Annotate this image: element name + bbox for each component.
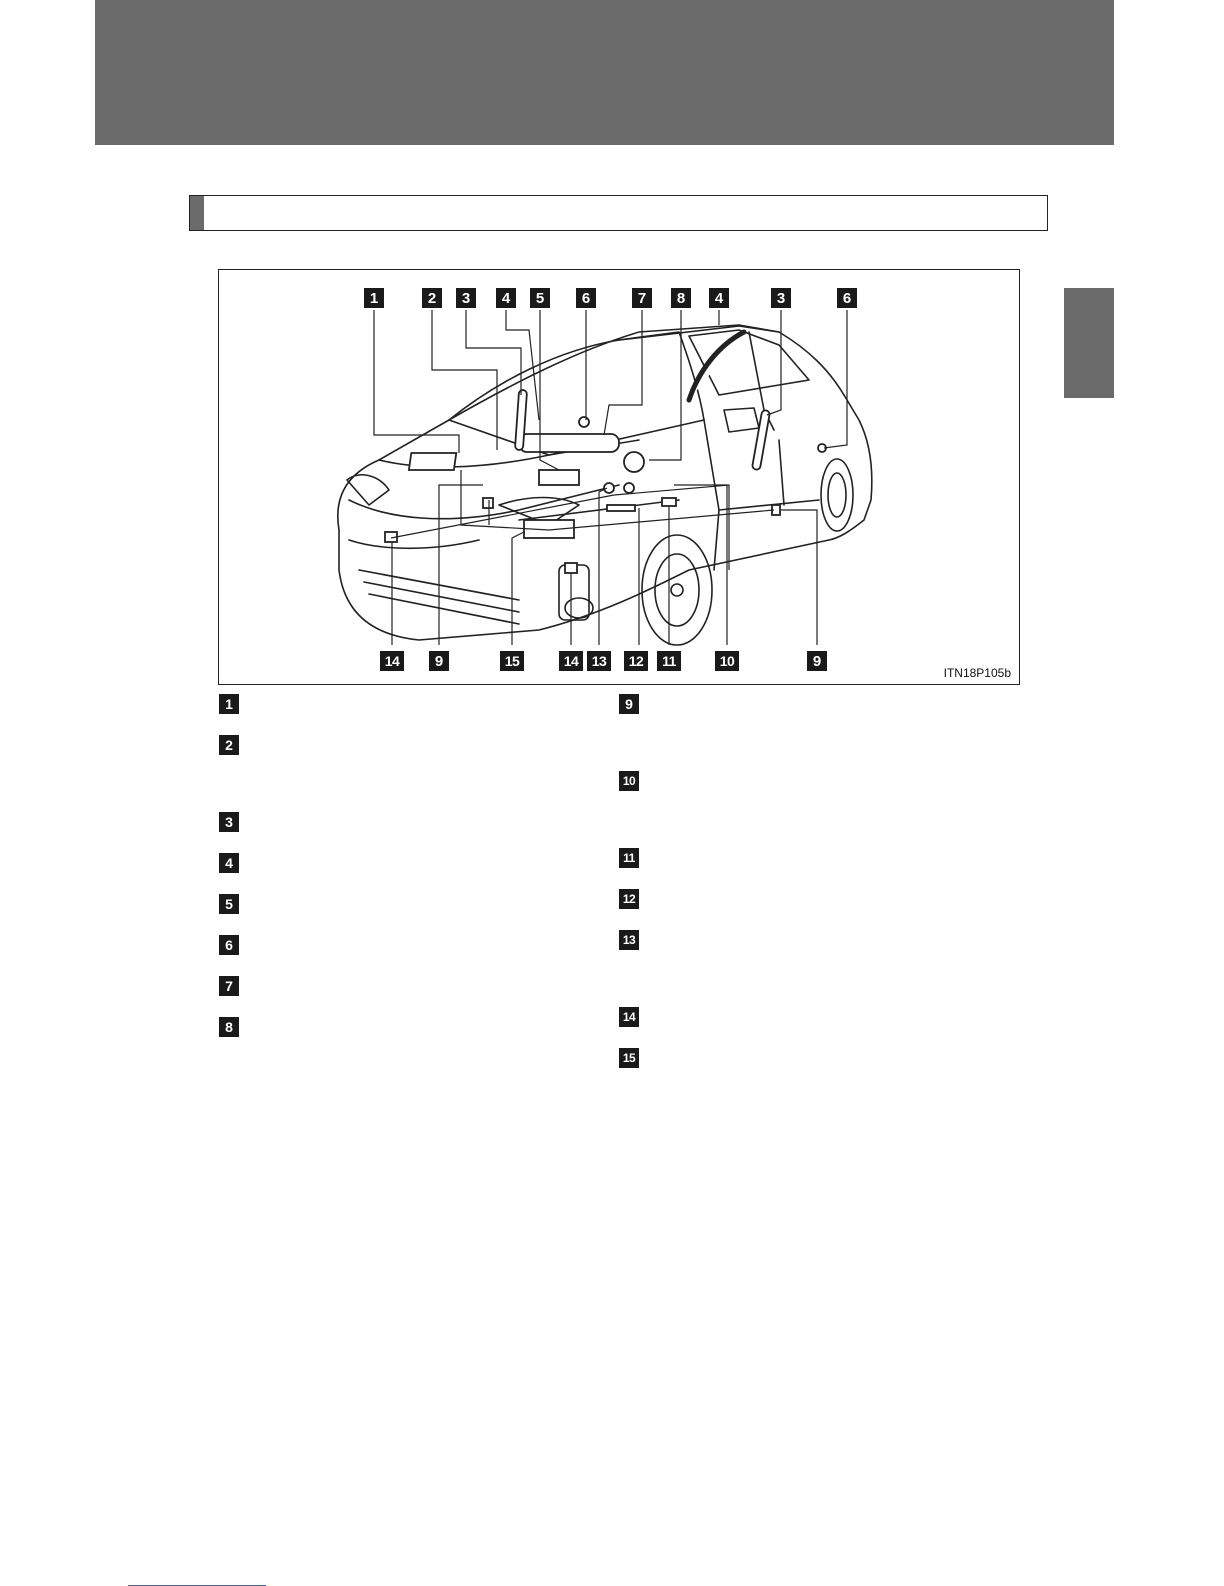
callout-bottom-9b: 9 [807,651,827,671]
seat-sensor-top [539,470,579,485]
rear-wheel [821,459,853,531]
curtain-airbag-rear [752,410,770,470]
legend-badge-5: 5 [219,894,239,914]
figure-code: ITN18P105b [943,666,1011,680]
callout-bottom-14: 14 [380,651,404,671]
section-title-bar [189,195,1048,231]
legend-badge-13: 13 [619,930,639,950]
legend-badge-8: 8 [219,1017,239,1037]
callout-top-7: 7 [632,288,652,308]
legend-badge-14: 14 [619,1007,639,1027]
legend-badge-4: 4 [219,853,239,873]
callout-top-4: 4 [496,288,516,308]
sensor-a [483,498,493,508]
airbag-location-diagram [218,269,1020,685]
headlight-left [347,475,389,505]
legend-badge-12: 12 [619,889,639,909]
side-mirror [724,408,759,432]
legend-badge-2: 2 [219,735,239,755]
sensor-g [624,483,634,493]
car-illustration [219,270,1019,684]
legend-badge-11: 11 [619,848,639,868]
sensor-i [579,417,589,427]
callout-bottom-10: 10 [715,651,739,671]
callout-top-6: 6 [576,288,596,308]
callout-bottom-14b: 14 [559,651,583,671]
sensor-c [565,563,577,573]
legend-badge-1: 1 [219,694,239,714]
callout-top-6b: 6 [837,288,857,308]
callout-bottom-15: 15 [500,651,524,671]
legend-badge-3: 3 [219,812,239,832]
legend-badge-7: 7 [219,976,239,996]
callout-top-3b: 3 [771,288,791,308]
callout-bottom-13: 13 [587,651,611,671]
sensor-d [662,498,676,506]
callout-top-4b: 4 [709,288,729,308]
front-wheel [642,535,712,645]
callout-top-1: 1 [364,288,384,308]
legend-badge-10: 10 [619,771,639,791]
legend-badge-9: 9 [619,694,639,714]
passenger-airbag-module [519,434,619,452]
steering-airbag [624,452,644,472]
callout-bottom-11: 11 [657,651,681,671]
chapter-side-tab [1064,288,1114,398]
callout-bottom-12: 12 [624,651,648,671]
legend-badge-6: 6 [219,935,239,955]
callout-top-2: 2 [422,288,442,308]
sensor-f [604,483,614,493]
callout-bottom-9: 9 [429,651,449,671]
callout-top-5: 5 [530,288,550,308]
callout-top-3: 3 [456,288,476,308]
chapter-header-band [95,0,1114,145]
section-title-accent [190,196,204,230]
knee-airbag-module [409,453,456,470]
legend-badge-15: 15 [619,1048,639,1068]
sensor-h [607,505,635,511]
callout-top-8: 8 [671,288,691,308]
